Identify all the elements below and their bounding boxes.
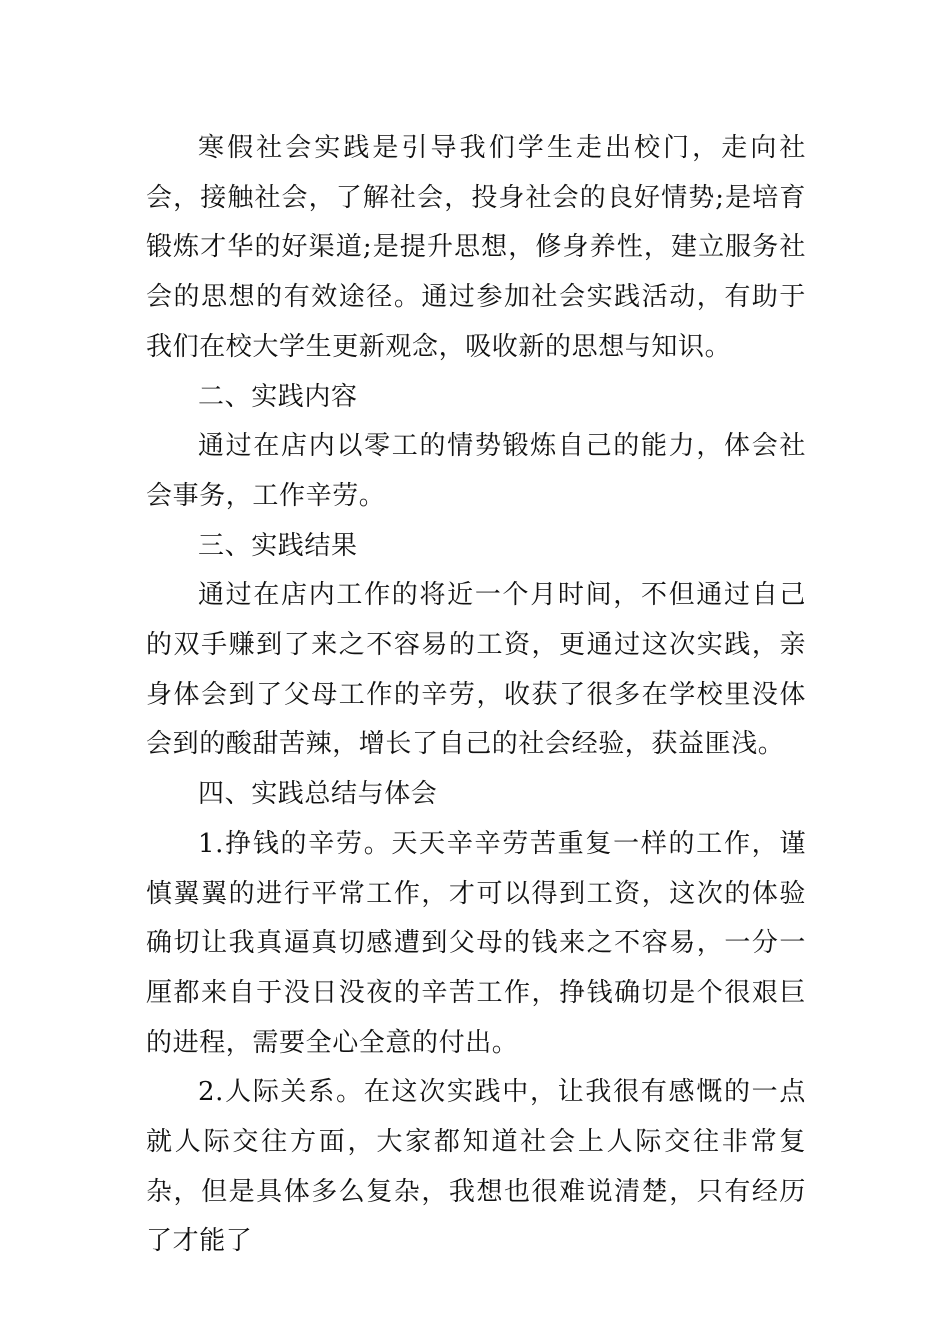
section-heading-results: 三、实践结果 [198, 530, 358, 561]
paragraph-summary-2: 2.人际关系。在这次实践中，让我很有感慨的一点就人际交往方面，大家都知道社会上人际交往非常复杂，但是具体多么复杂，我想也很难说清楚，只有经历了才能了 [146, 1077, 806, 1257]
section-heading-content: 二、实践内容 [198, 381, 358, 412]
section-heading-summary: 四、实践总结与体会 [198, 779, 438, 810]
paragraph-results: 通过在店内工作的将近一个月时间，不但通过自己的双手赚到了来之不容易的工资，更通过这次实践，亲身体会到了父母工作的辛劳，收获了很多在学校里没体会到的酸甜苦辣，增长了自己的社会经验，获益匪浅。 [146, 580, 806, 760]
paragraph-content: 通过在店内以零工的情势锻炼自己的能力，体会社会事务，工作辛劳。 [146, 431, 806, 511]
document-body [146, 124, 806, 1267]
paragraph-intro: 寒假社会实践是引导我们学生走出校门，走向社会，接触社会，了解社会，投身社会的良好情势;是培育锻炼才华的好渠道;是提升思想，修身养性，建立服务社会的思想的有效途径。通过参加社会实践活动，有助于我们在校大学生更新观念，吸收新的思想与知识。 [146, 133, 806, 362]
paragraph-summary-1: 1.挣钱的辛劳。天天辛辛劳苦重复一样的工作，谨慎翼翼的进行平常工作，才可以得到工资，这次的体验确切让我真逼真切感遭到父母的钱来之不容易，一分一厘都来自于没日没夜的辛苦工作，挣钱确切是个很艰巨的进程，需要全心全意的付出。 [146, 828, 806, 1058]
